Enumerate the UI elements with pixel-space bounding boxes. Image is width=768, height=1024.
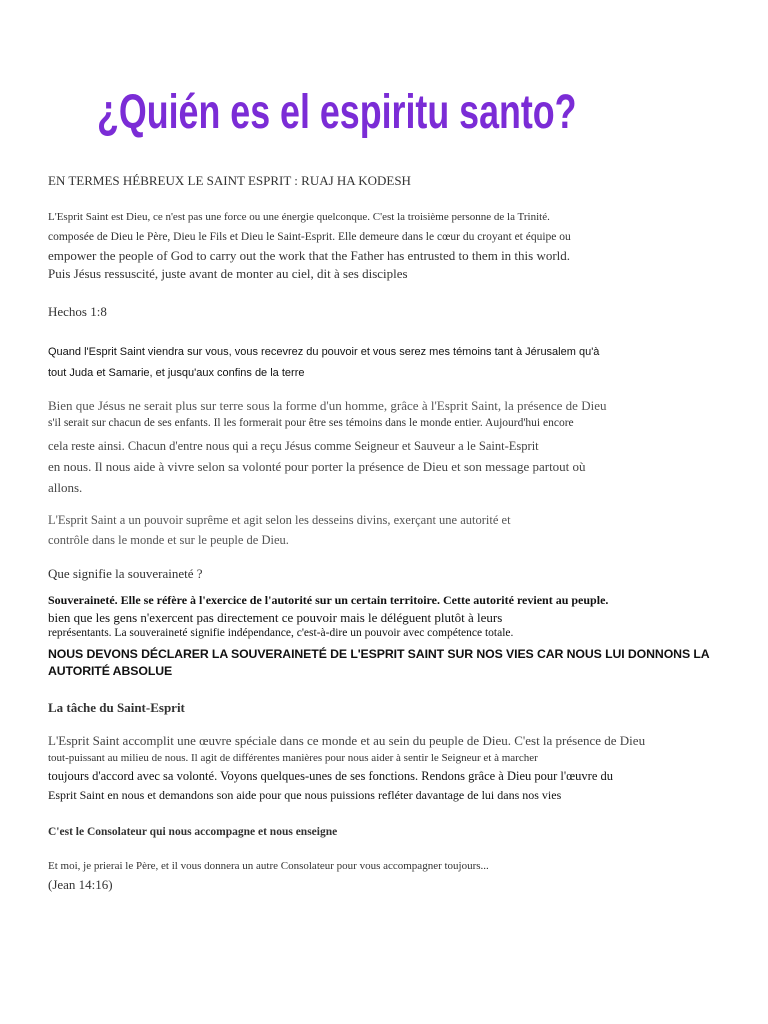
subheading: La tâche du Saint-Esprit bbox=[48, 700, 185, 715]
section-heading: EN TERMES HÉBREUX LE SAINT ESPRIT : RUAJ HA KODESH bbox=[48, 173, 411, 188]
paragraph-line: cela reste ainsi. Chacun d'entre nous qui a reçu Jésus comme Seigneur et Sauveur a le Saint-Esprit bbox=[48, 439, 539, 453]
scripture-verse: Et moi, je prierai le Père, et il vous donnera un autre Consolateur pour vous accompagner toujours... bbox=[48, 860, 489, 872]
intro-line: Puis Jésus ressuscité, juste avant de monter au ciel, dit à ses disciples bbox=[48, 266, 408, 281]
paragraph-line: Bien que Jésus ne serait plus sur terre sous la forme d'un homme, grâce à l'Esprit Saint, la présence de Dieu bbox=[48, 398, 607, 413]
declaration-line: NOUS DEVONS DÉCLARER LA SOUVERAINETÉ DE L'ESPRIT SAINT SUR NOS VIES CAR NOUS LUI DONNONS LA bbox=[48, 647, 710, 661]
sovereignty-definition: Souveraineté. Elle se réfère à l'exercice de l'autorité sur un certain territoire. Cette autorité revient au peuple. bbox=[48, 593, 609, 607]
subheading: C'est le Consolateur qui nous accompagne et nous enseigne bbox=[48, 826, 338, 838]
paragraph-line: allons. bbox=[48, 480, 83, 495]
paragraph-line: bien que les gens n'exercent pas directement ce pouvoir mais le déléguent plutôt à leurs bbox=[48, 610, 503, 625]
paragraph-line: L'Esprit Saint accomplit une œuvre spéciale dans ce monde et au sein du peuple de Dieu. C'est la présence de Dieu bbox=[48, 733, 646, 748]
paragraph-line: tout-puissant au milieu de nous. Il agit de différentes manières pour nous aider à sentir le Seigneur et à marcher bbox=[48, 752, 538, 764]
declaration-line: AUTORITÉ ABSOLUE bbox=[48, 664, 173, 678]
intro-line: L'Esprit Saint est Dieu, ce n'est pas une force ou une énergie quelconque. C'est la troisième personne de la Trinité. bbox=[48, 211, 550, 223]
intro-line: composée de Dieu le Père, Dieu le Fils et Dieu le Saint-Esprit. Elle demeure dans le cœur du croyant et équipe ou bbox=[48, 231, 571, 243]
paragraph-line: en nous. Il nous aide à vivre selon sa volonté pour porter la présence de Dieu et son message partout où bbox=[48, 459, 586, 474]
page-title: ¿Quién es el espiritu santo? bbox=[97, 86, 577, 139]
paragraph-line: contrôle dans le monde et sur le peuple de Dieu. bbox=[48, 533, 289, 547]
intro-line: empower the people of God to carry out the work that the Father has entrusted to them in this world. bbox=[48, 248, 571, 263]
scripture-citation: (Jean 14:16) bbox=[48, 877, 113, 892]
paragraph-line: représentants. La souveraineté signifie indépendance, c'est-à-dire un pouvoir avec compétence totale. bbox=[48, 627, 514, 639]
paragraph-line: s'il serait sur chacun de ses enfants. Il les formerait pour être ses témoins dans le monde entier. Aujourd'hui encore bbox=[48, 417, 574, 429]
scripture-quote-line: tout Juda et Samarie, et jusqu'aux confins de la terre bbox=[48, 367, 305, 379]
paragraph-line: Esprit Saint en nous et demandons son aide pour que nous puissions refléter davantage de lui dans nos vies bbox=[48, 788, 562, 802]
paragraph-line: toujours d'accord avec sa volonté. Voyons quelques-unes de ses fonctions. Rendons grâce à Dieu pour l'œuvre du bbox=[48, 769, 614, 783]
paragraph-line: L'Esprit Saint a un pouvoir suprême et agit selon les desseins divins, exerçant une autorité et bbox=[48, 513, 511, 527]
scripture-quote-line: Quand l'Esprit Saint viendra sur vous, vous recevrez du pouvoir et vous serez mes témoins tant à Jérusalem qu'à bbox=[48, 346, 600, 358]
scripture-reference: Hechos 1:8 bbox=[48, 304, 107, 319]
question-line: Que signifie la souveraineté ? bbox=[48, 566, 203, 581]
